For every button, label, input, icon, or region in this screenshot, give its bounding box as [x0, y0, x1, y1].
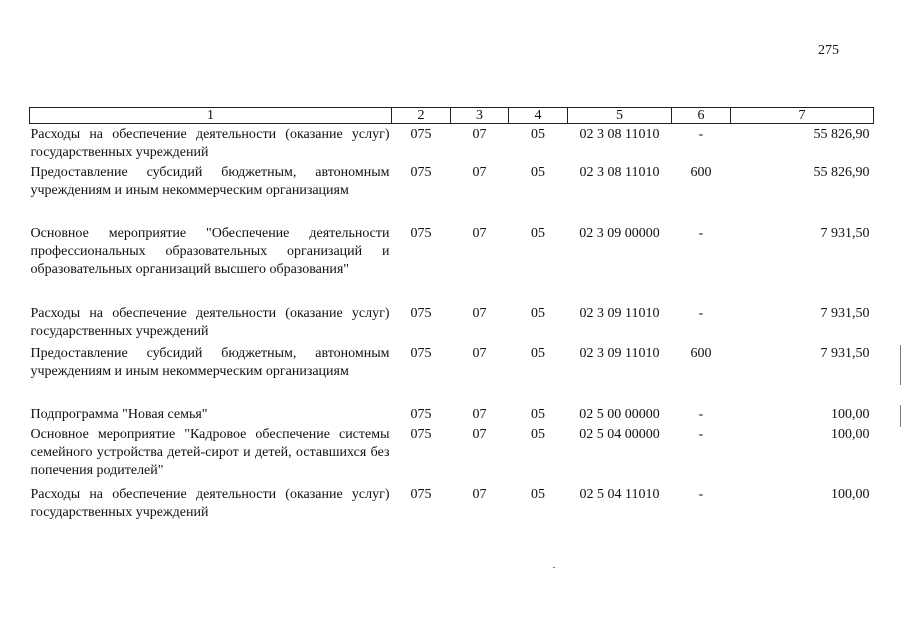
- row-target-code: 02 3 08 11010: [579, 127, 660, 142]
- row-amount: 7 931,50: [820, 306, 870, 321]
- row-name: Расходы на обеспечение деятельности (оказание услуг) государственных учреждений: [30, 127, 390, 160]
- row-ministry-code: 075: [410, 407, 432, 422]
- row-target-code: 02 3 08 11010: [579, 165, 660, 180]
- row-expense-type: -: [698, 487, 704, 502]
- header-cell-1: 1: [30, 108, 392, 124]
- row-section-code: 07: [472, 407, 487, 422]
- table-row: [30, 303, 874, 343]
- header-cell-7: 7: [731, 108, 874, 124]
- row-amount: 7 931,50: [820, 226, 870, 241]
- row-subsection-code: 05: [531, 346, 545, 361]
- header-cell-4: 4: [509, 108, 568, 124]
- scan-edge-mark: [900, 345, 901, 385]
- row-target-code: 02 3 09 00000: [579, 226, 660, 241]
- row-amount: 55 826,90: [813, 127, 870, 142]
- row-subsection-code: 05: [531, 427, 545, 442]
- row-name: Расходы на обеспечение деятельности (оказание услуг) государственных учреждений: [30, 306, 390, 339]
- row-subsection-code: 05: [531, 226, 545, 241]
- row-subsection-code: 05: [531, 127, 545, 142]
- row-section-code: 07: [472, 127, 487, 142]
- row-subsection-code: 05: [531, 306, 545, 321]
- table-row: [30, 404, 874, 424]
- header-cell-2: 2: [392, 108, 451, 124]
- table-row: [30, 124, 874, 163]
- row-expense-type: 600: [690, 165, 712, 180]
- row-amount: 55 826,90: [813, 165, 870, 180]
- row-name: Предоставление субсидий бюджетным, автономным учреждениям и иным некоммерческим организациям: [30, 165, 390, 198]
- row-ministry-code: 075: [410, 306, 432, 321]
- row-name: Подпрограмма "Новая семья": [30, 407, 208, 422]
- row-section-code: 07: [472, 306, 487, 321]
- row-ministry-code: 075: [410, 226, 432, 241]
- row-target-code: 02 3 09 11010: [579, 306, 660, 321]
- table-row: [30, 223, 874, 303]
- row-amount: 100,00: [831, 487, 870, 502]
- row-ministry-code: 075: [410, 346, 432, 361]
- row-amount: 100,00: [831, 407, 870, 422]
- header-cell-3: 3: [451, 108, 509, 124]
- row-ministry-code: 075: [410, 427, 432, 442]
- row-expense-type: -: [698, 427, 704, 442]
- row-expense-type: -: [698, 407, 704, 422]
- row-target-code: 02 5 04 00000: [579, 427, 660, 442]
- row-target-code: 02 5 04 11010: [579, 487, 660, 502]
- table-row: [30, 484, 874, 524]
- scan-edge-mark: [900, 405, 901, 427]
- row-name: Предоставление субсидий бюджетным, автономным учреждениям и иным некоммерческим организациям: [30, 346, 390, 379]
- page-number: 275: [818, 43, 839, 58]
- row-amount: 7 931,50: [820, 346, 870, 361]
- row-expense-type: -: [698, 226, 704, 241]
- table-row: [30, 162, 874, 223]
- row-amount: 100,00: [831, 427, 870, 442]
- row-ministry-code: 075: [410, 127, 432, 142]
- row-section-code: 07: [472, 226, 487, 241]
- budget-table: [29, 107, 874, 524]
- scan-dust-mark: [553, 567, 555, 568]
- row-name: Основное мероприятие "Обеспечение деятельности профессиональных образовательных организаций и образовательных организаций высшего образования": [30, 226, 390, 277]
- row-section-code: 07: [472, 487, 487, 502]
- row-name: Расходы на обеспечение деятельности (оказание услуг) государственных учреждений: [30, 487, 390, 520]
- row-target-code: 02 3 09 11010: [579, 346, 660, 361]
- row-name: Основное мероприятие "Кадровое обеспечение системы семейного устройства детей-сирот и детей, оставшихся без попечения родителей": [30, 427, 390, 478]
- row-subsection-code: 05: [531, 165, 545, 180]
- row-section-code: 07: [472, 165, 487, 180]
- row-section-code: 07: [472, 346, 487, 361]
- header-cell-6: 6: [672, 108, 731, 124]
- row-target-code: 02 5 00 00000: [579, 407, 660, 422]
- row-ministry-code: 075: [410, 165, 432, 180]
- row-expense-type: -: [698, 127, 704, 142]
- table-row: [30, 424, 874, 484]
- row-subsection-code: 05: [531, 487, 545, 502]
- header-cell-5: 5: [568, 108, 672, 124]
- row-subsection-code: 05: [531, 407, 545, 422]
- table-row: [30, 343, 874, 404]
- header-row: [30, 108, 874, 124]
- row-expense-type: 600: [690, 346, 712, 361]
- row-expense-type: -: [698, 306, 704, 321]
- row-section-code: 07: [472, 427, 487, 442]
- row-ministry-code: 075: [410, 487, 432, 502]
